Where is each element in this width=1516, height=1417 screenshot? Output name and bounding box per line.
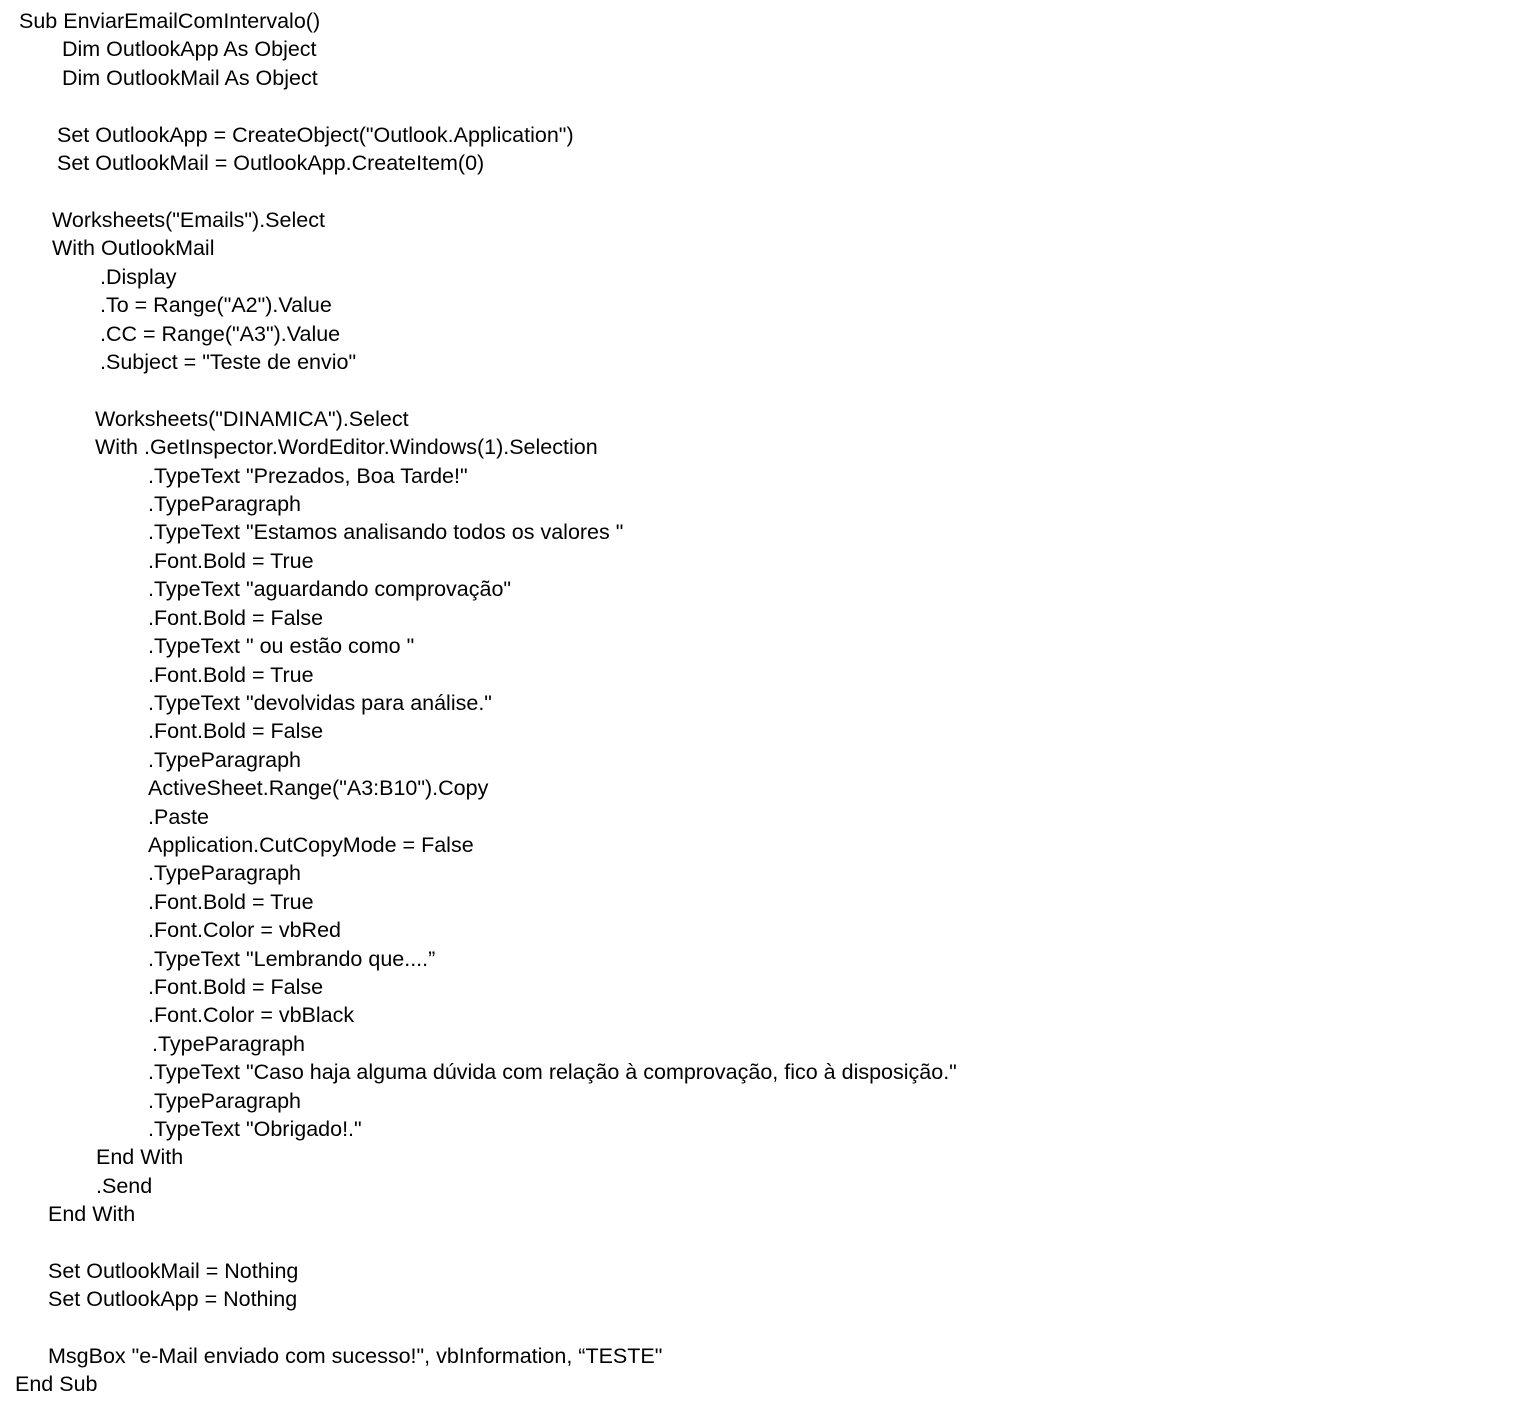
code-line: Worksheets("Emails").Select bbox=[52, 208, 325, 232]
code-line: .TypeText "Lembrando que....” bbox=[148, 947, 436, 971]
code-line: .TypeParagraph bbox=[148, 861, 301, 885]
code-line: .Font.Bold = True bbox=[148, 549, 314, 573]
code-line: .Font.Bold = False bbox=[148, 606, 324, 630]
code-line: .Font.Color = vbBlack bbox=[148, 1003, 355, 1027]
code-line: Dim OutlookMail As Object bbox=[62, 66, 318, 90]
code-line: .TypeText "aguardando comprovação" bbox=[148, 577, 512, 601]
code-line: .Send bbox=[96, 1174, 153, 1198]
code-line: .Display bbox=[100, 265, 177, 289]
code-line: .Font.Color = vbRed bbox=[148, 918, 341, 942]
code-line: End With bbox=[96, 1145, 184, 1169]
code-line: With .GetInspector.WordEditor.Windows(1).Selection bbox=[95, 435, 598, 459]
code-line: End Sub bbox=[15, 1372, 98, 1396]
code-line: With OutlookMail bbox=[52, 236, 215, 260]
code-line: .TypeText "Estamos analisando todos os valores " bbox=[148, 520, 624, 544]
code-line: Worksheets("DINAMICA").Select bbox=[95, 407, 409, 431]
code-line: .Font.Bold = True bbox=[148, 663, 314, 687]
code-line: .Font.Bold = False bbox=[148, 975, 324, 999]
code-line: Set OutlookApp = Nothing bbox=[48, 1287, 298, 1311]
code-line: .TypeText "Prezados, Boa Tarde!" bbox=[148, 464, 468, 488]
code-line: .Font.Bold = True bbox=[148, 890, 314, 914]
code-line: .Font.Bold = False bbox=[148, 719, 324, 743]
code-line: .TypeText " ou estão como " bbox=[148, 634, 415, 658]
code-line: .Paste bbox=[148, 805, 209, 829]
code-line: .To = Range("A2").Value bbox=[100, 293, 332, 317]
code-line: Set OutlookMail = Nothing bbox=[48, 1259, 299, 1283]
code-line: .TypeParagraph bbox=[152, 1032, 305, 1056]
code-line: .TypeText "devolvidas para análise." bbox=[148, 691, 492, 715]
code-line: .CC = Range("A3").Value bbox=[100, 322, 341, 346]
code-line: .TypeParagraph bbox=[148, 748, 301, 772]
code-line: .TypeText "Caso haja alguma dúvida com relação à comprovação, fico à disposição." bbox=[148, 1060, 957, 1084]
code-line: ActiveSheet.Range("A3:B10").Copy bbox=[148, 776, 489, 800]
code-line: .Subject = "Teste de envio" bbox=[100, 350, 357, 374]
code-line: Set OutlookMail = OutlookApp.CreateItem(0) bbox=[57, 151, 485, 175]
code-line: .TypeText "Obrigado!." bbox=[148, 1117, 362, 1141]
code-line: .TypeParagraph bbox=[148, 492, 301, 516]
code-line: Sub EnviarEmailComIntervalo() bbox=[19, 9, 321, 33]
code-line: Application.CutCopyMode = False bbox=[148, 833, 474, 857]
code-line: MsgBox "e-Mail enviado com sucesso!", vbInformation, “TESTE" bbox=[48, 1344, 663, 1368]
code-line: Dim OutlookApp As Object bbox=[62, 37, 317, 61]
code-line: .TypeParagraph bbox=[148, 1089, 301, 1113]
code-line: Set OutlookApp = CreateObject("Outlook.Application") bbox=[57, 123, 574, 147]
code-line: End With bbox=[48, 1202, 136, 1226]
